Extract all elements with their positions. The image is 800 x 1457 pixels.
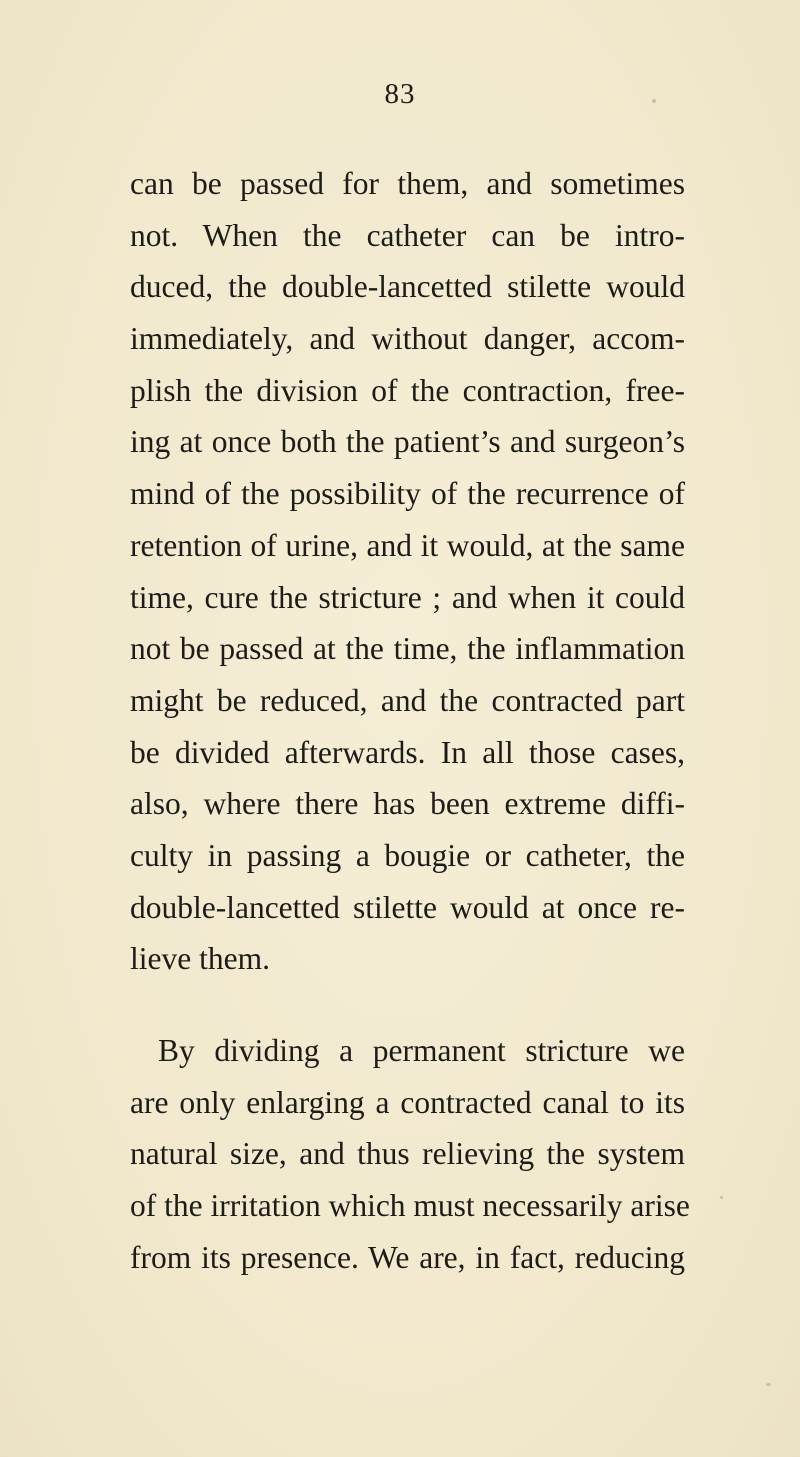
text-line: mind of the possibility of the recurrence of bbox=[130, 476, 685, 512]
text-line: retention of urine, and it would, at the same bbox=[130, 527, 685, 563]
text-line: By dividing a permanent stricture we bbox=[158, 1033, 685, 1068]
text-line: culty in passing a bougie or catheter, the bbox=[130, 837, 685, 873]
text-line: natural size, and thus relieving the system bbox=[130, 1136, 685, 1172]
paper-speck bbox=[766, 1383, 771, 1386]
text-line: lieve them. bbox=[130, 941, 270, 977]
text-line: might be reduced, and the contracted part bbox=[130, 682, 685, 718]
paragraph-2 bbox=[130, 1025, 690, 1283]
page-number: 83 bbox=[384, 78, 416, 110]
text-line: duced, the double-lancetted stilette would bbox=[130, 269, 685, 305]
text-line: immediately, and without danger, accom- bbox=[130, 321, 685, 357]
text-line: not. When the catheter can be intro- bbox=[130, 217, 685, 253]
text-line: not be passed at the time, the inflammation bbox=[130, 631, 685, 667]
paper-speck bbox=[652, 99, 656, 103]
text-line: from its presence. We are, in fact, reducing bbox=[130, 1239, 685, 1275]
text-line: also, where there has been extreme diffi- bbox=[130, 786, 685, 822]
paper-speck bbox=[720, 1196, 723, 1199]
paragraph-1 bbox=[130, 158, 685, 985]
paragraph-spacer bbox=[130, 985, 685, 1025]
text-line: of the irritation which must necessarily arise bbox=[130, 1188, 690, 1224]
text-line: can be passed for them, and sometimes bbox=[130, 166, 685, 201]
text-line: be divided afterwards. In all those cases, bbox=[130, 734, 685, 770]
text-line: time, cure the stricture ; and when it could bbox=[130, 579, 685, 615]
text-line: double-lancetted stilette would at once re- bbox=[130, 889, 685, 925]
body-text bbox=[130, 158, 690, 1283]
text-line: ing at once both the patient’s and surgeon’s bbox=[130, 424, 685, 460]
text-line: are only enlarging a contracted canal to its bbox=[130, 1084, 685, 1120]
text-line: plish the division of the contraction, free- bbox=[130, 372, 685, 408]
